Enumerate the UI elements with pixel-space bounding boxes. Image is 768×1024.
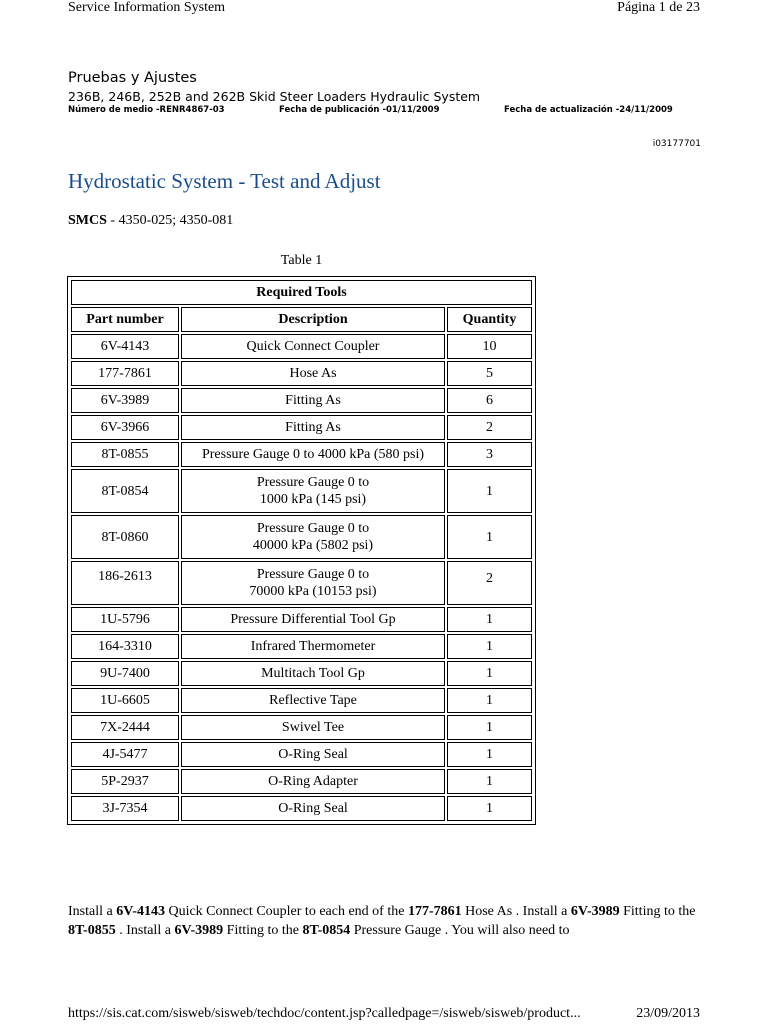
part-ref: 6V-3989 [174, 923, 224, 938]
table-row [71, 388, 532, 413]
paragraph-text: Quick Connect Coupler to each end of the [164, 904, 408, 919]
table-row [71, 607, 532, 632]
smcs-label: SMCS [68, 213, 107, 228]
header-app-name: Service Information System [68, 0, 226, 15]
part-number-cell: 6V-4143 [71, 334, 179, 359]
description-cell: O-Ring Adapter [181, 769, 445, 794]
part-number-cell: 8T-0855 [71, 442, 179, 467]
description-cell: Fitting As [181, 388, 445, 413]
description-cell: Pressure Differential Tool Gp [181, 607, 445, 632]
quantity-cell: 1 [447, 607, 532, 632]
table-row [71, 796, 532, 821]
column-header-quantity: Quantity [447, 307, 532, 332]
description-line: Pressure Gauge 0 to [256, 567, 370, 582]
description-cell: Infrared Thermometer [181, 634, 445, 659]
part-ref: 8T-0854 [302, 923, 351, 938]
description-cell: Pressure Gauge 0 to 4000 kPa (580 psi) [181, 442, 445, 467]
table-row [71, 769, 532, 794]
part-number-cell: 1U-5796 [71, 607, 179, 632]
part-number-cell: 8T-0854 [71, 469, 179, 513]
quantity-cell: 1 [447, 515, 532, 559]
quantity-cell: 1 [447, 469, 532, 513]
part-number-cell: 4J-5477 [71, 742, 179, 767]
quantity-cell: 5 [447, 361, 532, 386]
table-row [71, 634, 532, 659]
quantity-cell: 2 [447, 561, 532, 605]
table-row [71, 742, 532, 767]
table-row [71, 334, 532, 359]
part-ref: 177-7861 [407, 904, 462, 919]
part-number-cell: 8T-0860 [71, 515, 179, 559]
part-number-cell: 1U-6605 [71, 688, 179, 713]
table-caption: Table 1 [280, 253, 323, 268]
required-tools-table [67, 276, 536, 825]
quantity-cell: 2 [447, 415, 532, 440]
description-cell: Fitting As [181, 415, 445, 440]
column-header-description: Description [181, 307, 445, 332]
table-header-row [71, 307, 532, 332]
paragraph-text: Fitting to the [223, 923, 303, 938]
description-cell: Reflective Tape [181, 688, 445, 713]
table-row [71, 361, 532, 386]
part-number-cell: 186-2613 [71, 561, 179, 605]
table-row [71, 715, 532, 740]
paragraph-text: . Install a [115, 923, 175, 938]
description-cell: O-Ring Seal [181, 742, 445, 767]
table-title: Required Tools [71, 280, 532, 305]
footer-url: https://sis.cat.com/sisweb/sisweb/techdoc/content.jsp?calledpage=/sisweb/sisweb/product... [68, 1006, 581, 1021]
publication-date: Fecha de publicación -01/11/2009 [279, 105, 440, 115]
part-number-cell: 3J-7354 [71, 796, 179, 821]
quantity-cell: 1 [447, 688, 532, 713]
media-number: Número de medio -RENR4867-03 [68, 105, 225, 115]
table-title-row [71, 280, 532, 305]
description-line: Pressure Gauge 0 to [256, 475, 370, 490]
description-cell [181, 515, 445, 559]
description-cell: Multitach Tool Gp [181, 661, 445, 686]
description-cell: Quick Connect Coupler [181, 334, 445, 359]
page-title: Hydrostatic System - Test and Adjust [68, 169, 381, 193]
update-date: Fecha de actualización -24/11/2009 [504, 105, 673, 115]
quantity-cell: 3 [447, 442, 532, 467]
description-line: 1000 kPa (145 psi) [259, 492, 367, 507]
description-cell: O-Ring Seal [181, 796, 445, 821]
description-line: 70000 kPa (10153 psi) [249, 584, 377, 599]
quantity-cell: 1 [447, 634, 532, 659]
instruction-paragraph [68, 902, 708, 940]
part-ref: 6V-3989 [570, 904, 620, 919]
quantity-cell: 1 [447, 661, 532, 686]
part-number-cell: 5P-2937 [71, 769, 179, 794]
header-page-count: Página 1 de 23 [617, 0, 700, 15]
part-ref: 6V-4143 [116, 904, 165, 919]
quantity-cell: 6 [447, 388, 532, 413]
table-row [71, 661, 532, 686]
document-heading: Pruebas y Ajustes [68, 70, 197, 86]
smcs-code [68, 213, 233, 229]
quantity-cell: 10 [447, 334, 532, 359]
part-number-cell: 7X-2444 [71, 715, 179, 740]
part-number-cell: 177-7861 [71, 361, 179, 386]
document-subtitle: 236B, 246B, 252B and 262B Skid Steer Loaders Hydraulic System [68, 89, 481, 104]
part-number-cell: 164-3310 [71, 634, 179, 659]
description-cell: Swivel Tee [181, 715, 445, 740]
part-number-cell: 6V-3966 [71, 415, 179, 440]
table-row [71, 515, 532, 559]
description-cell [181, 561, 445, 605]
table-row [71, 561, 532, 605]
quantity-cell: 1 [447, 742, 532, 767]
description-cell [181, 469, 445, 513]
table-row [71, 442, 532, 467]
column-header-part-number: Part number [71, 307, 179, 332]
quantity-cell: 1 [447, 715, 532, 740]
paragraph-text: Install a [68, 904, 117, 919]
description-line: Pressure Gauge 0 to [256, 521, 370, 536]
table-row [71, 688, 532, 713]
table-row [71, 415, 532, 440]
description-line: 40000 kPa (5802 psi) [252, 538, 374, 553]
paragraph-text: Pressure Gauge . You will also need to [350, 923, 570, 938]
quantity-cell: 1 [447, 769, 532, 794]
table-row [71, 469, 532, 513]
paragraph-text: Hose As . Install a [461, 904, 571, 919]
paragraph-text: Fitting to the [619, 904, 696, 919]
quantity-cell: 1 [447, 796, 532, 821]
smcs-value: - 4350-025; 4350-081 [106, 213, 234, 228]
part-number-cell: 6V-3989 [71, 388, 179, 413]
description-cell: Hose As [181, 361, 445, 386]
document-id: i03177701 [652, 139, 701, 149]
part-ref: 8T-0855 [68, 923, 116, 938]
footer-date: 23/09/2013 [636, 1006, 700, 1021]
part-number-cell: 9U-7400 [71, 661, 179, 686]
